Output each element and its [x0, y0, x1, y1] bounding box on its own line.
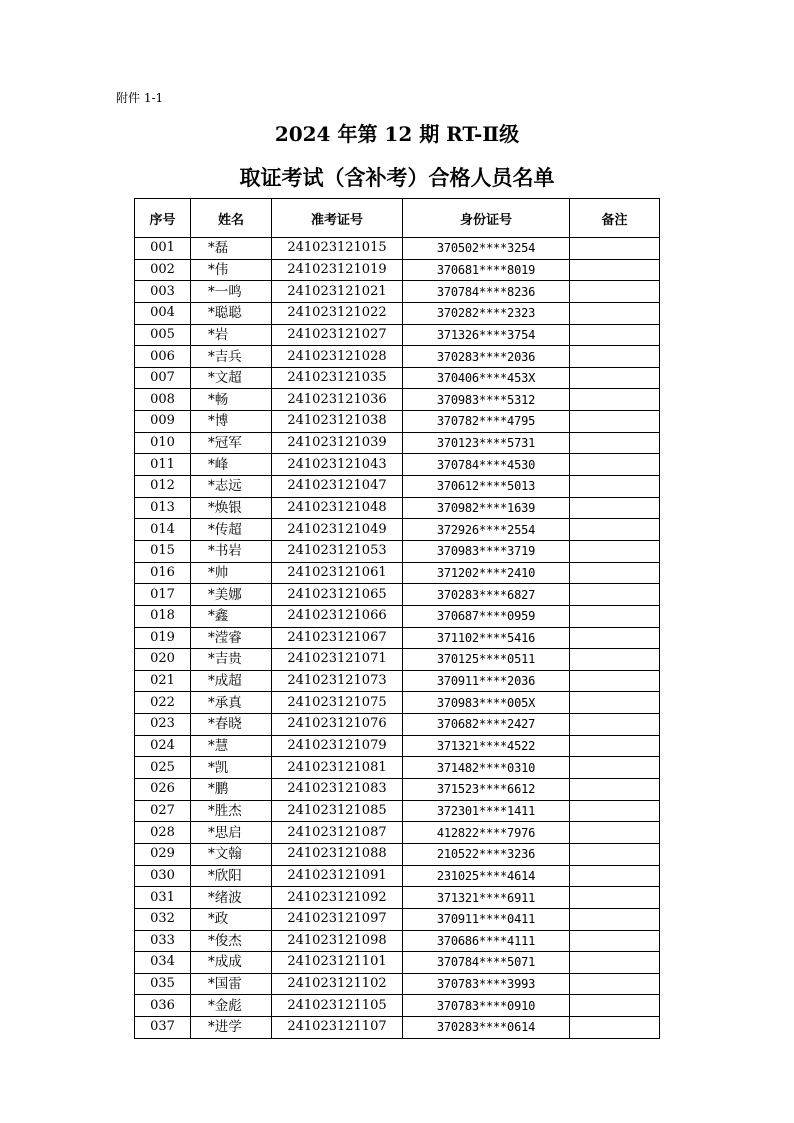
id-number-cell: 372926****2554	[403, 519, 570, 541]
id-number-cell: 370784****5071	[403, 952, 570, 974]
remarks-cell	[570, 476, 660, 498]
id-number-cell: 370911****2036	[403, 670, 570, 692]
name-cell: *俊杰	[191, 930, 272, 952]
table-row	[135, 432, 660, 454]
serial-cell: 023	[135, 714, 191, 736]
serial-cell: 034	[135, 952, 191, 974]
serial-cell: 024	[135, 735, 191, 757]
name-cell: *焕银	[191, 497, 272, 519]
table-row	[135, 281, 660, 303]
name-cell: *国雷	[191, 973, 272, 995]
exam-ticket-cell: 241023121048	[272, 497, 403, 519]
id-number-cell: 231025****4614	[403, 865, 570, 887]
serial-cell: 035	[135, 973, 191, 995]
name-cell: *磊	[191, 238, 272, 260]
header-id-number: 身份证号	[403, 199, 570, 238]
id-number-cell: 370123****5731	[403, 432, 570, 454]
table-row	[135, 973, 660, 995]
name-cell: *慧	[191, 735, 272, 757]
remarks-cell	[570, 908, 660, 930]
table-row	[135, 411, 660, 433]
serial-cell: 015	[135, 540, 191, 562]
id-number-cell: 370983****005X	[403, 692, 570, 714]
table-row	[135, 389, 660, 411]
table-row	[135, 259, 660, 281]
remarks-cell	[570, 1017, 660, 1039]
exam-ticket-cell: 241023121085	[272, 800, 403, 822]
name-cell: *美娜	[191, 584, 272, 606]
name-cell: *文超	[191, 367, 272, 389]
header-name: 姓名	[191, 199, 272, 238]
table-row	[135, 605, 660, 627]
serial-cell: 003	[135, 281, 191, 303]
serial-cell: 022	[135, 692, 191, 714]
serial-cell: 006	[135, 346, 191, 368]
remarks-cell	[570, 822, 660, 844]
serial-cell: 016	[135, 562, 191, 584]
exam-ticket-cell: 241023121028	[272, 346, 403, 368]
remarks-cell	[570, 670, 660, 692]
id-number-cell: 370783****3993	[403, 973, 570, 995]
exam-ticket-cell: 241023121015	[272, 238, 403, 260]
name-cell: *吉兵	[191, 346, 272, 368]
remarks-cell	[570, 800, 660, 822]
exam-ticket-cell: 241023121073	[272, 670, 403, 692]
name-cell: *帅	[191, 562, 272, 584]
name-cell: *金彪	[191, 995, 272, 1017]
exam-ticket-cell: 241023121035	[272, 367, 403, 389]
table-row	[135, 238, 660, 260]
exam-ticket-cell: 241023121061	[272, 562, 403, 584]
exam-ticket-cell: 241023121076	[272, 714, 403, 736]
table-row	[135, 908, 660, 930]
id-number-cell: 371482****0310	[403, 757, 570, 779]
qualified-personnel-table	[134, 198, 660, 1039]
name-cell: *绪波	[191, 887, 272, 909]
name-cell: *峰	[191, 454, 272, 476]
table-row	[135, 843, 660, 865]
remarks-cell	[570, 432, 660, 454]
remarks-cell	[570, 324, 660, 346]
header-serial-number: 序号	[135, 199, 191, 238]
id-number-cell: 412822****7976	[403, 822, 570, 844]
id-number-cell: 371321****4522	[403, 735, 570, 757]
exam-ticket-cell: 241023121038	[272, 411, 403, 433]
table-row	[135, 476, 660, 498]
remarks-cell	[570, 562, 660, 584]
name-cell: *文翰	[191, 843, 272, 865]
exam-ticket-cell: 241023121049	[272, 519, 403, 541]
name-cell: *聪聪	[191, 302, 272, 324]
exam-ticket-cell: 241023121097	[272, 908, 403, 930]
id-number-cell: 370406****453X	[403, 367, 570, 389]
id-number-cell: 370682****2427	[403, 714, 570, 736]
name-cell: *岩	[191, 324, 272, 346]
serial-cell: 005	[135, 324, 191, 346]
remarks-cell	[570, 865, 660, 887]
serial-cell: 026	[135, 779, 191, 801]
header-exam-ticket-number: 准考证号	[272, 199, 403, 238]
remarks-cell	[570, 887, 660, 909]
table-row	[135, 822, 660, 844]
id-number-cell: 370982****1639	[403, 497, 570, 519]
serial-cell: 010	[135, 432, 191, 454]
name-cell: *成超	[191, 670, 272, 692]
table-row	[135, 302, 660, 324]
remarks-cell	[570, 259, 660, 281]
exam-ticket-cell: 241023121022	[272, 302, 403, 324]
name-cell: *博	[191, 411, 272, 433]
remarks-cell	[570, 735, 660, 757]
name-cell: *凯	[191, 757, 272, 779]
serial-cell: 020	[135, 649, 191, 671]
id-number-cell: 370784****8236	[403, 281, 570, 303]
table-row	[135, 714, 660, 736]
serial-cell: 027	[135, 800, 191, 822]
attachment-label: 附件 1-1	[116, 91, 164, 105]
document-subtitle: 取证考试（含补考）合格人员名单	[239, 165, 555, 190]
name-cell: *滢睿	[191, 627, 272, 649]
name-cell: *思启	[191, 822, 272, 844]
exam-ticket-cell: 241023121101	[272, 952, 403, 974]
id-number-cell: 371321****6911	[403, 887, 570, 909]
remarks-cell	[570, 238, 660, 260]
exam-ticket-cell: 241023121053	[272, 540, 403, 562]
exam-ticket-cell: 241023121107	[272, 1017, 403, 1039]
serial-cell: 012	[135, 476, 191, 498]
table-row	[135, 627, 660, 649]
remarks-cell	[570, 605, 660, 627]
name-cell: *政	[191, 908, 272, 930]
remarks-cell	[570, 540, 660, 562]
table-row	[135, 887, 660, 909]
table-body	[135, 238, 660, 1039]
exam-ticket-cell: 241023121102	[272, 973, 403, 995]
serial-cell: 011	[135, 454, 191, 476]
id-number-cell: 372301****1411	[403, 800, 570, 822]
remarks-cell	[570, 519, 660, 541]
exam-ticket-cell: 241023121088	[272, 843, 403, 865]
table-row	[135, 735, 660, 757]
remarks-cell	[570, 367, 660, 389]
id-number-cell: 370283****0614	[403, 1017, 570, 1039]
serial-cell: 002	[135, 259, 191, 281]
table-row	[135, 584, 660, 606]
name-cell: *成成	[191, 952, 272, 974]
remarks-cell	[570, 497, 660, 519]
serial-cell: 017	[135, 584, 191, 606]
id-number-cell: 371326****3754	[403, 324, 570, 346]
serial-cell: 032	[135, 908, 191, 930]
remarks-cell	[570, 714, 660, 736]
exam-ticket-cell: 241023121071	[272, 649, 403, 671]
table-row	[135, 562, 660, 584]
serial-cell: 036	[135, 995, 191, 1017]
name-cell: *畅	[191, 389, 272, 411]
exam-ticket-cell: 241023121027	[272, 324, 403, 346]
serial-cell: 030	[135, 865, 191, 887]
table-row	[135, 779, 660, 801]
exam-ticket-cell: 241023121043	[272, 454, 403, 476]
remarks-cell	[570, 411, 660, 433]
id-number-cell: 370283****6827	[403, 584, 570, 606]
exam-ticket-cell: 241023121098	[272, 930, 403, 952]
table-row	[135, 670, 660, 692]
table-row	[135, 757, 660, 779]
table-row	[135, 930, 660, 952]
id-number-cell: 370782****4795	[403, 411, 570, 433]
id-number-cell: 370125****0511	[403, 649, 570, 671]
header-remarks: 备注	[570, 199, 660, 238]
serial-cell: 018	[135, 605, 191, 627]
exam-ticket-cell: 241023121105	[272, 995, 403, 1017]
id-number-cell: 370502****3254	[403, 238, 570, 260]
exam-ticket-cell: 241023121047	[272, 476, 403, 498]
exam-ticket-cell: 241023121081	[272, 757, 403, 779]
exam-ticket-cell: 241023121092	[272, 887, 403, 909]
name-cell: *一鸣	[191, 281, 272, 303]
exam-ticket-cell: 241023121021	[272, 281, 403, 303]
name-cell: *欣阳	[191, 865, 272, 887]
table-row	[135, 540, 660, 562]
id-number-cell: 370783****0910	[403, 995, 570, 1017]
name-cell: *春晓	[191, 714, 272, 736]
serial-cell: 031	[135, 887, 191, 909]
remarks-cell	[570, 627, 660, 649]
name-cell: *传超	[191, 519, 272, 541]
table-row	[135, 454, 660, 476]
id-number-cell: 370911****0411	[403, 908, 570, 930]
exam-ticket-cell: 241023121091	[272, 865, 403, 887]
name-cell: *吉贵	[191, 649, 272, 671]
serial-cell: 001	[135, 238, 191, 260]
name-cell: *承真	[191, 692, 272, 714]
exam-ticket-cell: 241023121065	[272, 584, 403, 606]
id-number-cell: 370983****5312	[403, 389, 570, 411]
remarks-cell	[570, 973, 660, 995]
remarks-cell	[570, 843, 660, 865]
name-cell: *伟	[191, 259, 272, 281]
remarks-cell	[570, 952, 660, 974]
table-header-row	[135, 199, 660, 238]
exam-ticket-cell: 241023121083	[272, 779, 403, 801]
exam-ticket-cell: 241023121087	[272, 822, 403, 844]
table-row	[135, 367, 660, 389]
remarks-cell	[570, 779, 660, 801]
serial-cell: 025	[135, 757, 191, 779]
table-row	[135, 952, 660, 974]
remarks-cell	[570, 757, 660, 779]
table-row	[135, 800, 660, 822]
remarks-cell	[570, 930, 660, 952]
serial-cell: 019	[135, 627, 191, 649]
remarks-cell	[570, 584, 660, 606]
remarks-cell	[570, 995, 660, 1017]
serial-cell: 013	[135, 497, 191, 519]
exam-ticket-cell: 241023121036	[272, 389, 403, 411]
table-row	[135, 519, 660, 541]
name-cell: *胜杰	[191, 800, 272, 822]
id-number-cell: 370612****5013	[403, 476, 570, 498]
name-cell: *志远	[191, 476, 272, 498]
id-number-cell: 371202****2410	[403, 562, 570, 584]
remarks-cell	[570, 389, 660, 411]
id-number-cell: 370283****2036	[403, 346, 570, 368]
serial-cell: 004	[135, 302, 191, 324]
exam-ticket-cell: 241023121066	[272, 605, 403, 627]
table-row	[135, 865, 660, 887]
id-number-cell: 371102****5416	[403, 627, 570, 649]
serial-cell: 033	[135, 930, 191, 952]
serial-cell: 007	[135, 367, 191, 389]
table-row	[135, 346, 660, 368]
name-cell: *鑫	[191, 605, 272, 627]
id-number-cell: 371523****6612	[403, 779, 570, 801]
remarks-cell	[570, 454, 660, 476]
table-row	[135, 649, 660, 671]
table-row	[135, 995, 660, 1017]
serial-cell: 009	[135, 411, 191, 433]
table-row	[135, 1017, 660, 1039]
document-title: 2024 年第 12 期 RT-Ⅱ级	[274, 122, 520, 146]
table-row	[135, 497, 660, 519]
table-row	[135, 324, 660, 346]
id-number-cell: 370686****4111	[403, 930, 570, 952]
exam-ticket-cell: 241023121079	[272, 735, 403, 757]
remarks-cell	[570, 302, 660, 324]
name-cell: *鹏	[191, 779, 272, 801]
id-number-cell: 370687****0959	[403, 605, 570, 627]
serial-cell: 037	[135, 1017, 191, 1039]
exam-ticket-cell: 241023121039	[272, 432, 403, 454]
exam-ticket-cell: 241023121075	[272, 692, 403, 714]
id-number-cell: 370681****8019	[403, 259, 570, 281]
serial-cell: 028	[135, 822, 191, 844]
id-number-cell: 370784****4530	[403, 454, 570, 476]
serial-cell: 021	[135, 670, 191, 692]
serial-cell: 014	[135, 519, 191, 541]
remarks-cell	[570, 346, 660, 368]
id-number-cell: 210522****3236	[403, 843, 570, 865]
name-cell: *进学	[191, 1017, 272, 1039]
serial-cell: 029	[135, 843, 191, 865]
exam-ticket-cell: 241023121019	[272, 259, 403, 281]
remarks-cell	[570, 649, 660, 671]
id-number-cell: 370282****2323	[403, 302, 570, 324]
exam-ticket-cell: 241023121067	[272, 627, 403, 649]
name-cell: *书岩	[191, 540, 272, 562]
name-cell: *冠军	[191, 432, 272, 454]
remarks-cell	[570, 692, 660, 714]
id-number-cell: 370983****3719	[403, 540, 570, 562]
serial-cell: 008	[135, 389, 191, 411]
table-row	[135, 692, 660, 714]
remarks-cell	[570, 281, 660, 303]
